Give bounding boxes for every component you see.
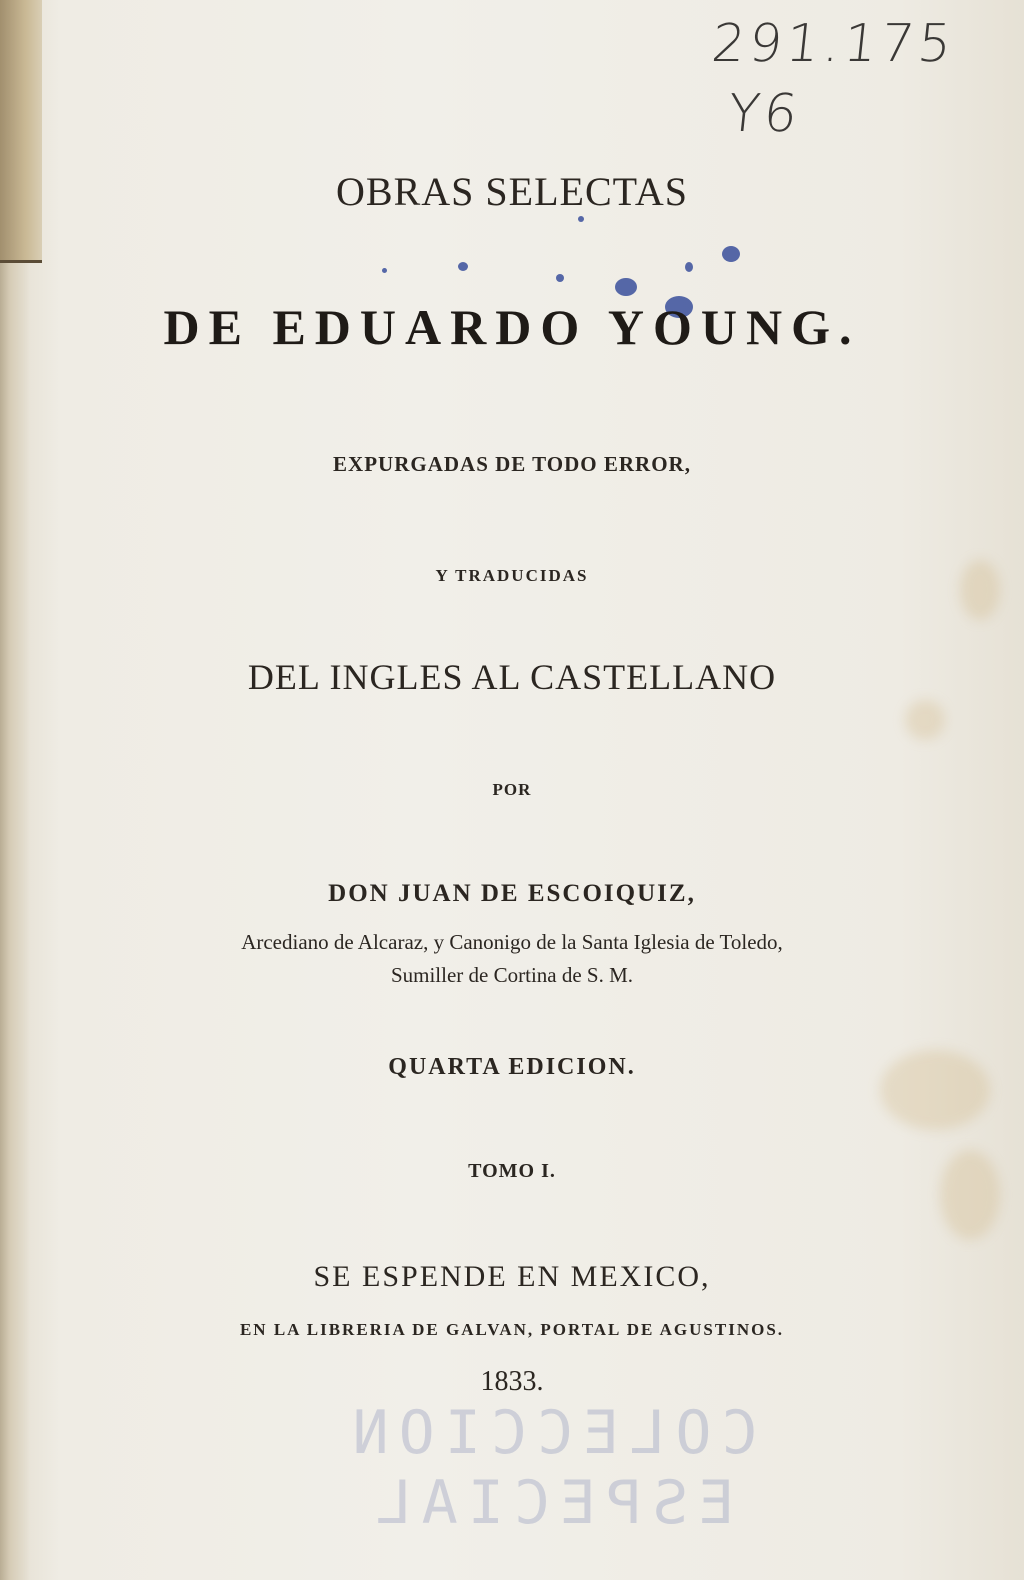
volume: TOMO I. xyxy=(468,1160,556,1182)
ink-spatter xyxy=(382,268,387,273)
imprint-line-2: EN LA LIBRERIA DE GALVAN, PORTAL DE AGUSTINOS. xyxy=(239,1320,785,1339)
subtitle-line-2: Y TRADUCIDAS xyxy=(435,566,589,585)
title-line-2: DE EDUARDO YOUNG. xyxy=(163,299,861,355)
author-title-line-2: Sumiller de Cortina de S. M. xyxy=(390,963,634,987)
author-name: DON JUAN DE ESCOIQUIZ, xyxy=(328,880,696,907)
publication-year: 1833. xyxy=(480,1366,544,1397)
ink-spatter xyxy=(615,278,637,296)
author-title-line-1: Arcediano de Alcaraz, y Canonigo de la Santa Iglesia de Toledo, xyxy=(241,930,783,954)
imprint-line-1: SE ESPENDE EN MEXICO, xyxy=(313,1260,711,1293)
binding-tab xyxy=(0,0,42,263)
subtitle-line-3: DEL INGLES AL CASTELLANO xyxy=(247,657,777,697)
ink-spatter xyxy=(556,274,564,282)
handwritten-call-number-suffix: Y6 xyxy=(724,84,805,144)
ink-spatter xyxy=(578,216,584,222)
by-label: POR xyxy=(492,780,532,799)
ink-spatter xyxy=(458,262,468,271)
title-line-1: OBRAS SELECTAS xyxy=(336,169,688,214)
ink-spatter xyxy=(722,246,740,262)
ink-spatter xyxy=(685,262,693,272)
foxing-stain xyxy=(905,700,945,740)
handwritten-call-number: 291.175 xyxy=(708,14,959,74)
subtitle-line-1: EXPURGADAS DE TODO ERROR, xyxy=(333,452,691,476)
edition: QUARTA EDICION. xyxy=(388,1054,636,1080)
library-stamp: COLECCION ESPECIAL xyxy=(342,1398,758,1538)
